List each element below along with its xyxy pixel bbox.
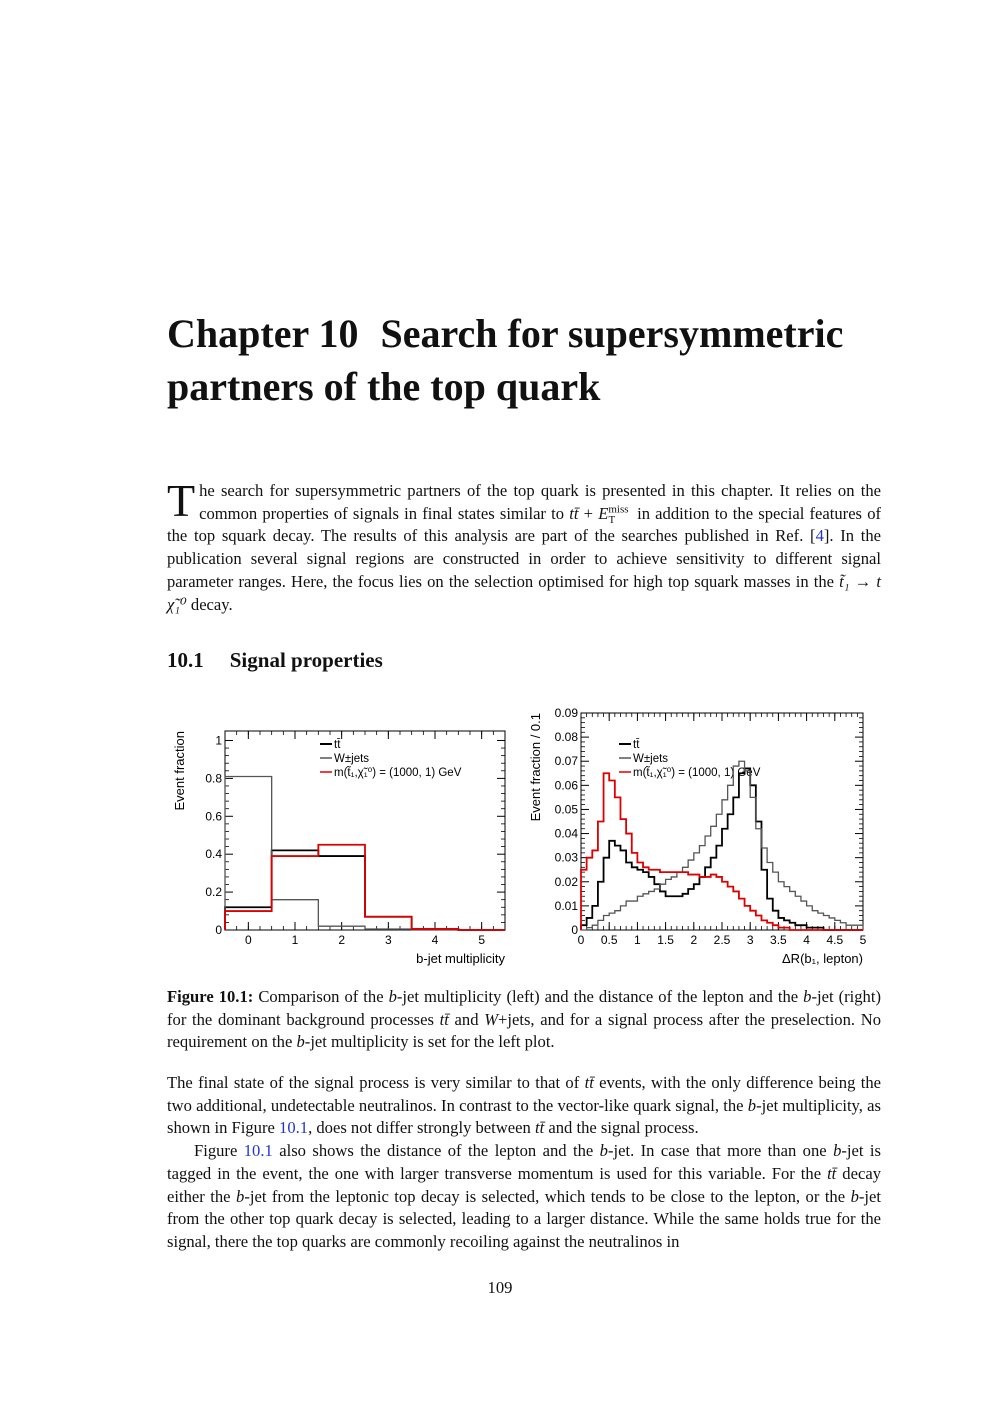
b-symbol: b [833, 1141, 842, 1161]
legend-label: m(t̃₁,χ̃₁⁰) = (1000, 1) GeV [633, 767, 761, 779]
section-title: Signal properties [229, 648, 383, 672]
x-tick-label: 0.5 [600, 933, 618, 947]
y-tick-label: 0.03 [554, 850, 578, 865]
x-tick-label: 2 [690, 933, 698, 947]
caption-text-3: -jet (right) for the dominant background processes [167, 987, 881, 1029]
x-tick-label: 5 [478, 933, 486, 947]
y-tick-label: 1 [215, 733, 222, 748]
caption-text-2: -jet multiplicity (left) and the distance of the lepton and the [396, 987, 799, 1006]
x-tick-label: 1 [291, 933, 299, 947]
ttbar-symbol: tt̄ [569, 503, 579, 523]
legend-label: W±jets [334, 753, 370, 765]
x-tick-label: 2 [338, 933, 346, 947]
x-axis-label: ΔR(b₁, lepton) [782, 951, 863, 966]
y-tick-label: 0.08 [554, 730, 578, 745]
body-text-3: -jet multiplicity, as shown in Figure [167, 1095, 881, 1138]
x-tick-label: 4 [431, 933, 439, 947]
y-tick-label: 0.07 [554, 754, 578, 769]
figure-10-1 [167, 706, 881, 976]
y-tick-label: 0.06 [554, 778, 578, 793]
y-tick-label: 0.4 [205, 847, 222, 862]
y-tick-label: 0.6 [205, 809, 222, 824]
intro-text-2: in addition to the special features of the top squark decay. The results of this analysis are part of the searches published in Ref. [ [167, 503, 882, 546]
x-tick-label: 0 [244, 933, 252, 947]
body-text-7: also shows the distance of the lepton and the [279, 1141, 594, 1161]
emiss-sup: miss [608, 503, 629, 516]
emiss-symbol: E [598, 503, 609, 523]
legend-label: tt̄ [633, 739, 640, 751]
b-symbol: b [850, 1186, 859, 1206]
caption-text-4: and [454, 1009, 479, 1029]
citation-link[interactable]: 4 [815, 526, 824, 546]
body-text-4: , does not differ strongly between [308, 1118, 531, 1138]
legend-label: tt̄ [334, 739, 341, 751]
body-text-1: The final state of the signal process is very similar to that of [167, 1073, 580, 1092]
b-symbol: b [236, 1186, 245, 1206]
x-tick-label: 1 [634, 933, 641, 947]
decay-formula: t̃₁ → t χ̃₁⁰ [167, 571, 881, 614]
caption-label: Figure 10.1: [167, 987, 254, 1006]
b-symbol: b [803, 987, 812, 1006]
body-text-9: -jet is tagged in the event, the one with larger transverse momentum is used for this variable. For the [167, 1141, 881, 1183]
body-text-8: -jet. In case that more than one [607, 1141, 827, 1161]
body-text-10: decay either the [167, 1163, 881, 1206]
y-tick-label: 0.8 [205, 771, 222, 786]
section-number: 10.1 [167, 648, 204, 672]
y-tick-label: 0.05 [554, 802, 578, 817]
caption-text-1: Comparison of the [258, 987, 384, 1006]
section-heading [167, 648, 383, 673]
b-symbol: b [296, 1032, 305, 1052]
y-axis-label: Event fraction [172, 731, 187, 811]
y-tick-label: 0 [571, 923, 578, 937]
page-number: 109 [487, 1278, 513, 1297]
x-tick-label: 0 [577, 933, 585, 947]
body-text-12: -jet from the other top quark decay is selected, leading to a larger distance. While the same holds true for the signal, there the top quarks are commonly recoiling against the neutralinos in [167, 1186, 882, 1251]
plot-frame [581, 713, 863, 930]
x-tick-label: 3.5 [770, 933, 787, 947]
ttbar-symbol: tt̄ [584, 1073, 594, 1092]
figure-caption [167, 986, 881, 1054]
y-tick-label: 0.01 [554, 898, 578, 913]
chapter-title [167, 307, 927, 413]
figure-ref-link[interactable]: 10.1 [243, 1141, 273, 1161]
body-text-6: Figure [194, 1141, 238, 1161]
body-text-11: -jet from the leptonic top decay is selected, which tends to be close to the lepton, or the [244, 1186, 846, 1206]
b-symbol: b [747, 1095, 757, 1115]
chapter-name: Search for supersymmetric partners of the top quark [167, 311, 844, 409]
x-tick-label: 3 [746, 933, 754, 947]
x-axis-label: b-jet multiplicity [416, 951, 505, 966]
delta-r-plot [526, 706, 881, 976]
y-tick-label: 0.02 [554, 874, 578, 889]
x-tick-label: 2.5 [713, 933, 731, 947]
emiss-sub: T [608, 514, 616, 527]
legend-label: W±jets [633, 753, 669, 765]
histogram-signal [225, 845, 505, 930]
caption-text-6: -jet multiplicity is set for the left plot. [304, 1032, 555, 1052]
body-text [167, 1072, 881, 1254]
body-paragraph-2 [167, 1140, 881, 1254]
intro-paragraph [167, 475, 882, 616]
intro-text-4: decay. [190, 594, 233, 614]
y-axis-label: Event fraction / 0.1 [528, 713, 543, 822]
w-symbol: W [484, 1009, 499, 1029]
figure-ref-link[interactable]: 10.1 [279, 1118, 309, 1138]
x-tick-label: 3 [384, 933, 392, 947]
drop-cap: T [167, 475, 196, 526]
x-tick-label: 1.5 [657, 933, 674, 947]
ttbar-symbol: tt̄ [534, 1118, 545, 1138]
x-tick-label: 4.5 [826, 933, 844, 947]
y-tick-label: 0.09 [554, 706, 578, 720]
ttbar-symbol: tt̄ [439, 1009, 449, 1029]
chapter-number: Chapter 10 [167, 311, 359, 356]
b-symbol: b [599, 1141, 608, 1161]
plus-sign: + [583, 503, 594, 523]
ttbar-symbol: tt̄ [827, 1163, 837, 1183]
legend-label: m(t̃₁,χ̃₁⁰) = (1000, 1) GeV [334, 767, 462, 779]
x-tick-label: 4 [803, 933, 810, 947]
body-text-5: and the signal process. [548, 1118, 699, 1138]
b-symbol: b [388, 987, 397, 1006]
body-text-2: events, with the only difference being the two additional, undetectable neutralinos. In contrast to the vector-like quark signal, the [167, 1073, 881, 1115]
caption-text-5: +jets, and for a signal process after the preselection. No requirement on the [167, 1009, 881, 1052]
y-tick-label: 0.04 [554, 826, 578, 841]
x-tick-label: 5 [859, 933, 867, 947]
bjet-multiplicity-plot [167, 718, 512, 976]
y-tick-label: 0 [215, 923, 222, 937]
intro-text-3: ]. In the publication several signal regions are constructed in order to achieve sensitivity to different signal parameter ranges. Here, the focus lies on the selection optimised for high top squark masses in the [167, 526, 881, 591]
y-tick-label: 0.2 [205, 885, 222, 900]
intro-text-1: he search for supersymmetric partners of the top quark is presented in this chapter. It relies on the common properties of signals in final states similar to [199, 481, 881, 523]
